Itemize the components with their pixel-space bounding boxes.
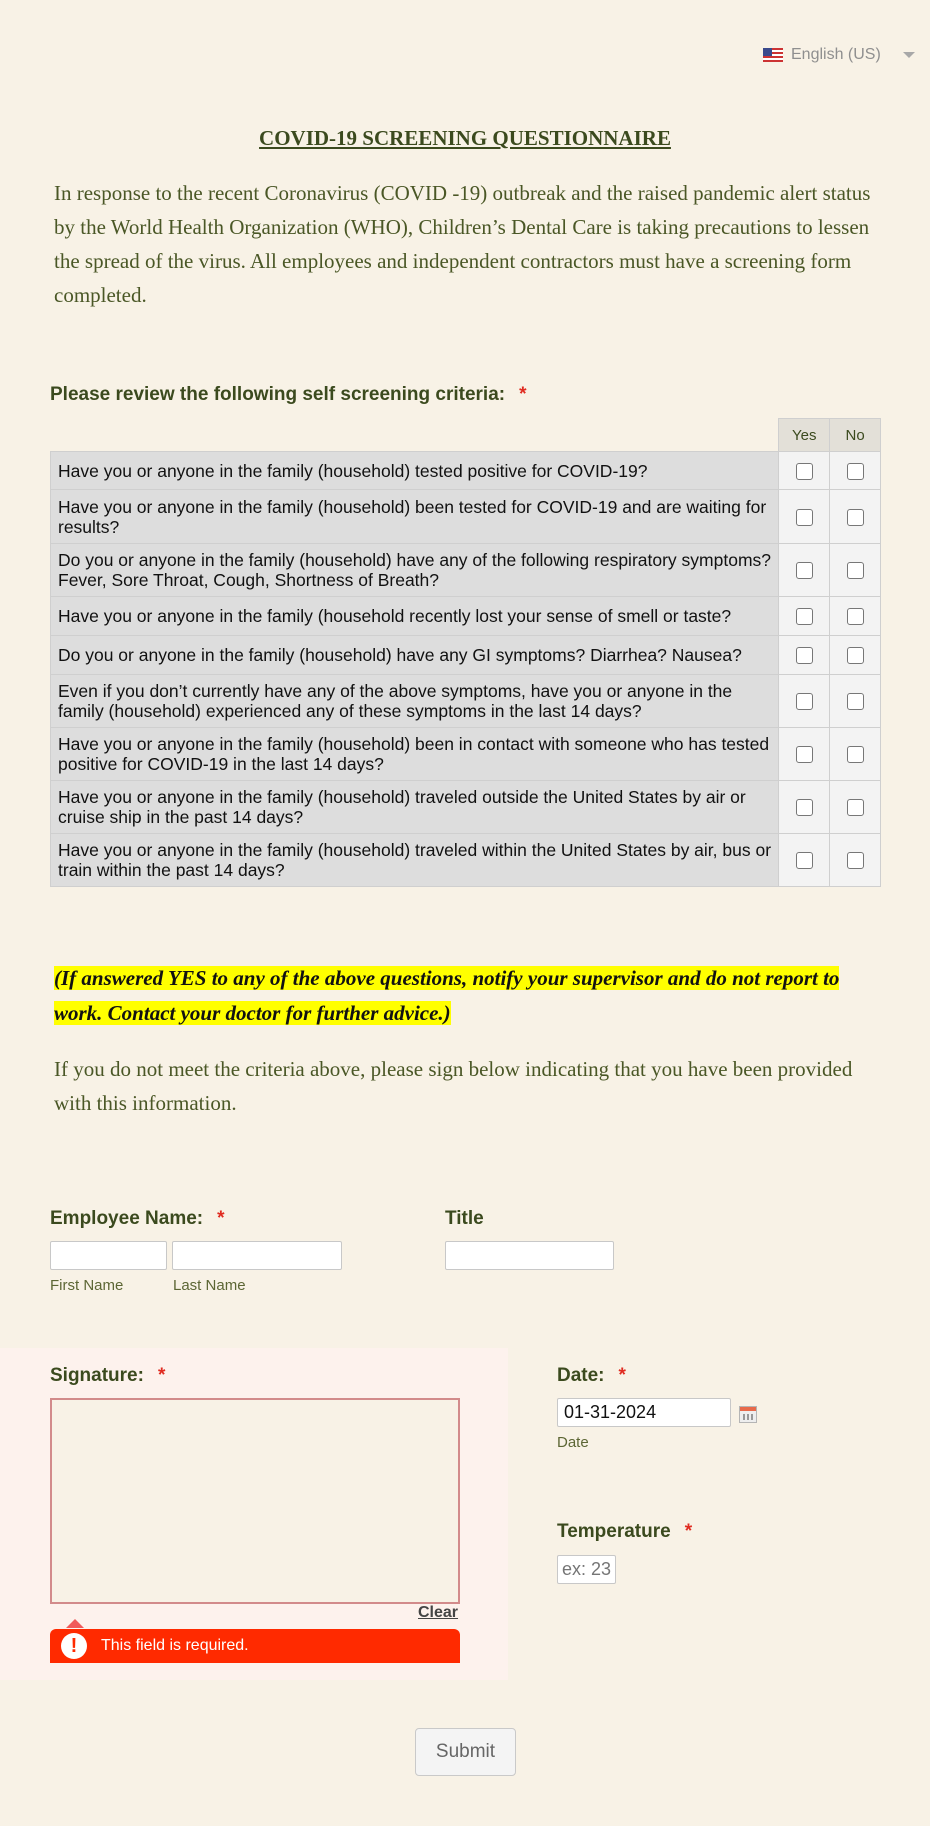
no-checkbox[interactable] bbox=[847, 852, 864, 869]
us-flag-icon bbox=[763, 48, 783, 62]
table-row bbox=[51, 675, 881, 728]
signature-pad[interactable] bbox=[50, 1398, 460, 1604]
intro-paragraph: In response to the recent Coronavirus (COVID -19) outbreak and the raised pandemic alert status by the World Health Organization (WHO), Children’s Dental Care is taking precautions to lessen the spread of the virus. All employees and independent contractors must have a screening form completed. bbox=[54, 181, 871, 307]
screening-label: Please review the following self screening criteria: * bbox=[50, 384, 527, 405]
no-checkbox[interactable] bbox=[847, 647, 864, 664]
no-checkbox[interactable] bbox=[847, 693, 864, 710]
screening-matrix bbox=[50, 418, 881, 887]
submit-button[interactable]: Submit bbox=[415, 1728, 516, 1776]
table-row bbox=[51, 728, 881, 781]
no-checkbox[interactable] bbox=[847, 562, 864, 579]
question-text: Have you or anyone in the family (household) been tested for COVID-19 and are waiting for results? bbox=[51, 490, 779, 544]
yes-checkbox[interactable] bbox=[796, 647, 813, 664]
title-input[interactable] bbox=[445, 1241, 614, 1270]
last-name-input[interactable] bbox=[172, 1241, 342, 1270]
table-row bbox=[51, 544, 881, 597]
calendar-icon[interactable] bbox=[739, 1406, 757, 1423]
temperature-input[interactable] bbox=[557, 1555, 616, 1584]
page-title: COVID-19 SCREENING QUESTIONNAIRE bbox=[259, 126, 671, 150]
no-checkbox[interactable] bbox=[847, 608, 864, 625]
warning-notice: (If answered YES to any of the above questions, notify your supervisor and do not report to work. Contact your doctor for further advice.) bbox=[54, 966, 840, 1025]
yes-checkbox[interactable] bbox=[796, 693, 813, 710]
yes-checkbox[interactable] bbox=[796, 463, 813, 480]
language-selector[interactable] bbox=[763, 46, 881, 64]
employee-name-label: Employee Name: * bbox=[50, 1208, 225, 1229]
clear-signature-link[interactable]: Clear bbox=[418, 1604, 459, 1621]
yes-checkbox[interactable] bbox=[796, 608, 813, 625]
required-asterisk: * bbox=[618, 1365, 626, 1386]
required-asterisk: * bbox=[519, 384, 527, 405]
date-sublabel: Date bbox=[557, 1434, 589, 1451]
error-pointer bbox=[66, 1619, 84, 1628]
date-input[interactable] bbox=[557, 1398, 731, 1427]
question-text: Do you or anyone in the family (household) have any of the following respiratory symptoms? Fever, Sore Throat, Cough, Shortness of Breath? bbox=[51, 544, 779, 597]
yes-checkbox[interactable] bbox=[796, 799, 813, 816]
first-name-sublabel: First Name bbox=[50, 1277, 124, 1294]
table-row bbox=[51, 490, 881, 544]
required-asterisk: * bbox=[217, 1208, 225, 1229]
matrix-corner bbox=[51, 419, 779, 452]
column-no: No bbox=[830, 419, 881, 452]
question-text: Have you or anyone in the family (household) been in contact with someone who has tested positive for COVID-19 in the last 14 days? bbox=[51, 728, 779, 781]
language-label: English (US) bbox=[791, 46, 881, 63]
title-field-label: Title bbox=[445, 1208, 484, 1229]
sign-instructions: If you do not meet the criteria above, please sign below indicating that you have been provided with this information. bbox=[54, 1057, 853, 1115]
no-checkbox[interactable] bbox=[847, 509, 864, 526]
question-text: Have you or anyone in the family (household) traveled within the United States by air, bus or train within the past 14 days? bbox=[51, 834, 779, 887]
chevron-down-icon bbox=[903, 52, 915, 58]
question-text: Do you or anyone in the family (household) have any GI symptoms? Diarrhea? Nausea? bbox=[51, 636, 779, 675]
error-message: This field is required. bbox=[101, 1637, 249, 1654]
alert-icon: ! bbox=[61, 1633, 87, 1659]
question-text: Have you or anyone in the family (household) traveled outside the United States by air or cruise ship in the past 14 days? bbox=[51, 781, 779, 834]
no-checkbox[interactable] bbox=[847, 799, 864, 816]
no-checkbox[interactable] bbox=[847, 746, 864, 763]
required-asterisk: * bbox=[684, 1521, 693, 1542]
first-name-input[interactable] bbox=[50, 1241, 167, 1270]
signature-error bbox=[50, 1629, 460, 1663]
question-text: Have you or anyone in the family (household) tested positive for COVID-19? bbox=[51, 452, 779, 490]
required-asterisk: * bbox=[157, 1365, 166, 1386]
column-yes: Yes bbox=[779, 419, 830, 452]
table-row bbox=[51, 834, 881, 887]
last-name-sublabel: Last Name bbox=[173, 1277, 246, 1294]
yes-checkbox[interactable] bbox=[796, 509, 813, 526]
yes-checkbox[interactable] bbox=[796, 852, 813, 869]
yes-checkbox[interactable] bbox=[796, 746, 813, 763]
signature-label: Signature: * bbox=[50, 1365, 166, 1386]
table-row bbox=[51, 452, 881, 490]
question-text: Have you or anyone in the family (household recently lost your sense of smell or taste? bbox=[51, 597, 779, 636]
question-text: Even if you don’t currently have any of the above symptoms, have you or anyone in the family (household) experienced any of these symptoms in the last 14 days? bbox=[51, 675, 779, 728]
no-checkbox[interactable] bbox=[847, 463, 864, 480]
yes-checkbox[interactable] bbox=[796, 562, 813, 579]
table-row bbox=[51, 781, 881, 834]
date-label: Date: * bbox=[557, 1365, 626, 1386]
temperature-label: Temperature * bbox=[557, 1521, 693, 1542]
table-row bbox=[51, 636, 881, 675]
table-row bbox=[51, 597, 881, 636]
